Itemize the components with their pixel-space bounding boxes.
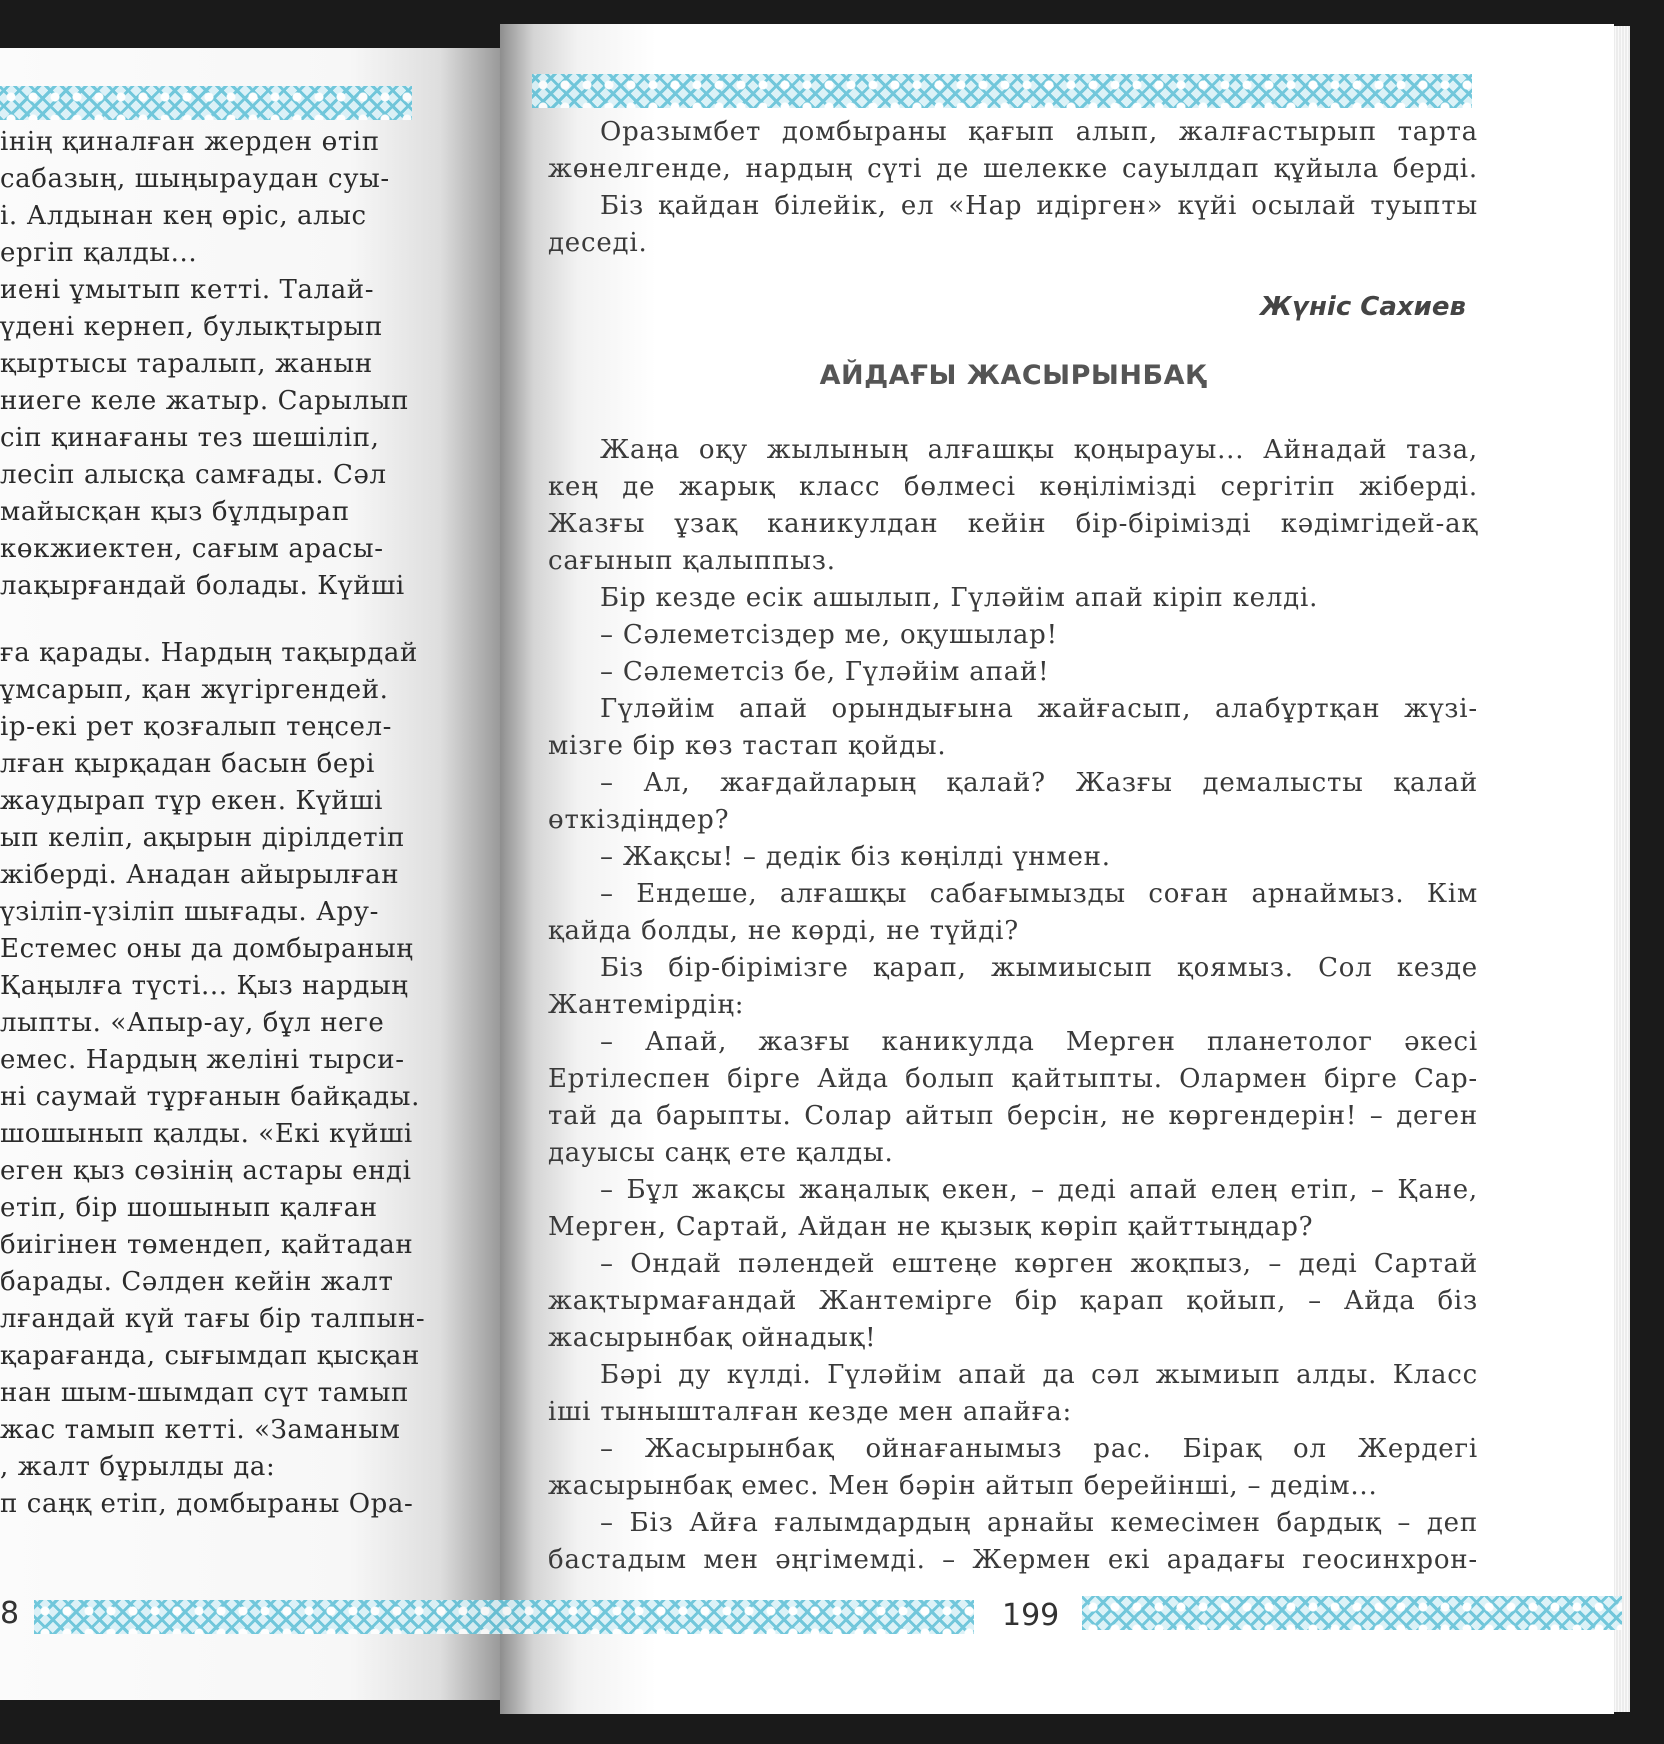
- left-line: ергіп қалды...: [0, 238, 198, 268]
- left-line: жіберді. Анадан айырылған: [0, 860, 400, 890]
- bottom-ornament-right: [1082, 1596, 1622, 1630]
- text-line: жасырынбақ ойнадық!: [548, 1323, 877, 1353]
- story-body: [548, 432, 1478, 1579]
- top-ornament-left: [0, 86, 412, 120]
- left-line: ір-екі рет қозғалып теңсел-: [0, 712, 393, 742]
- top-ornament-right: [532, 74, 1472, 108]
- text-line: жақтырмағандай Жантемірге бір қарап қойып, – Айда біз: [548, 1286, 1478, 1316]
- left-line: ұмсарып, қан жүгіргендей.: [0, 675, 389, 705]
- left-line: жас тамып кетті. «Заманым: [0, 1415, 401, 1445]
- text-line: тай да барыпты. Солар айтып берсін, не көргендерін! – деген: [548, 1101, 1478, 1131]
- text-line: – Сәлеметсіздер ме, оқушылар!: [600, 620, 1058, 650]
- text-line: Гүләйім апай орындығына жайғасып, алабұртқан жүзі-: [600, 694, 1478, 724]
- text-line: мізге бір көз тастап қойды.: [548, 731, 947, 761]
- left-line: ға қарады. Нардың тақырдай: [0, 638, 418, 668]
- text-line: Біз қайдан білейік, ел «Нар идірген» күйі осылай туыпты: [600, 191, 1478, 221]
- page-edge: [1614, 26, 1630, 1712]
- text-line: Жаңа оқу жылының алғашқы қоңырауы... Айнадай таза,: [600, 435, 1478, 465]
- left-line: ні саумай тұрғанын байқады.: [0, 1082, 420, 1112]
- left-line: көкжиектен, сағым арасы-: [0, 534, 384, 564]
- text-line: – Сәлеметсіз бе, Гүләйім апай!: [600, 657, 1050, 687]
- text-line: – Ал, жағдайларың қалай? Жазғы демалысты қалай: [600, 768, 1478, 798]
- text-line: Жантемірдің:: [548, 990, 745, 1020]
- left-line: еген қыз сөзінің астары енді: [0, 1156, 412, 1186]
- text-line: – Жасырынбақ ойнағанымыз рас. Бірақ ол Жердегі: [600, 1434, 1478, 1464]
- left-line: шошынып қалды. «Екі күйші: [0, 1119, 413, 1149]
- text-line: жөнелгенде, нардың сүті де шелекке сауылдап құйыла берді.: [548, 154, 1478, 184]
- left-line: і. Алдынан кең өріс, алыс: [0, 201, 367, 231]
- left-line: иені ұмытып кетті. Талай-: [0, 275, 375, 305]
- left-line: емес. Нардың желіні тырси-: [0, 1045, 405, 1075]
- text-line: Біз бір-бірімізге қарап, жымиысып қоямыз. Сол кезде: [600, 953, 1478, 983]
- text-line: Оразымбет домбыраны қағып алып, жалғастырып тарта: [600, 117, 1478, 147]
- left-line: Қаңылға түсті... Қыз нардың: [0, 971, 409, 1001]
- left-page-text: [0, 124, 440, 1523]
- text-line: Бәрі ду күлді. Гүләйім апай да сәл жымиып алды. Класс: [600, 1360, 1478, 1390]
- text-line: – Ендеше, алғашқы сабағымызды соған арнаймыз. Кім: [600, 879, 1478, 909]
- left-line: ып келіп, ақырын дірілдетіп: [0, 823, 405, 853]
- left-line: барады. Сәлден кейін жалт: [0, 1267, 394, 1297]
- left-line: лақырғандай болады. Күйші: [0, 571, 405, 601]
- left-line: лесіп алысқа самғады. Сәл: [0, 460, 387, 490]
- left-line: інің қиналған жерден өтіп: [0, 127, 380, 157]
- text-line: – Ондай пәлендей ештеңе көрген жоқпыз, – деді Сартай: [600, 1249, 1478, 1279]
- right-page-number: 199: [1002, 1598, 1060, 1633]
- text-line: жасырынбақ емес. Мен бәрін айтып берейінші, – дедім...: [548, 1471, 1378, 1501]
- text-line: – Апай, жазғы каникулда Мерген планетолог әкесі: [600, 1027, 1478, 1057]
- text-line: Ертілеспен бірге Айда болып қайтыпты. Олармен бірге Сар-: [548, 1064, 1478, 1094]
- left-line: п саңқ етіп, домбыраны Ора-: [0, 1489, 414, 1519]
- text-line: Бір кезде есік ашылып, Гүләйім апай кіріп келді.: [600, 583, 1319, 613]
- left-line: биігінен төмендеп, қайтадан: [0, 1230, 414, 1260]
- text-line: өткіздіңдер?: [548, 805, 730, 835]
- left-line: қарағанда, сығымдап қысқан: [0, 1341, 420, 1371]
- text-line: Мерген, Сартай, Айдан не қызық көріп қайттыңдар?: [548, 1212, 1314, 1242]
- left-line: нан шым-шымдап сүт тамып: [0, 1378, 409, 1408]
- left-line: лыпты. «Апыр-ау, бұл неге: [0, 1008, 385, 1038]
- text-line: қайда болды, не көрді, не түйді?: [548, 916, 1020, 946]
- text-line: кең де жарық класс бөлмесі көңілімізді сергітіп жіберді.: [548, 472, 1478, 502]
- text-line: – Бұл жақсы жаңалық екен, – деді апай елең етіп, – Қане,: [600, 1175, 1478, 1205]
- text-line: іші тынышталған кезде мен апайға:: [548, 1397, 1073, 1427]
- text-line: – Жақсы! – дедік біз көңілді үнмен.: [600, 842, 1111, 872]
- left-line: сабазың, шыңыраудан суы-: [0, 164, 390, 194]
- left-line: лған қырқадан басын бері: [0, 749, 376, 779]
- text-line: деседі.: [548, 228, 648, 258]
- text-line: бастадым мен әңгімемді. – Жермен екі арадағы геосинхрон-: [548, 1545, 1478, 1575]
- bottom-ornament-left: [34, 1600, 974, 1634]
- left-line: үзіліп-үзіліп шығады. Ару-: [0, 897, 379, 927]
- left-line: лғандай күй тағы бір талпын-: [0, 1304, 426, 1334]
- left-line: майысқан қыз бұлдырап: [0, 497, 350, 527]
- author-name: Жүніс Сахиев: [1260, 292, 1466, 322]
- left-line: етіп, бір шошынып қалған: [0, 1193, 378, 1223]
- left-line: , жалт бұрылды да:: [0, 1452, 276, 1482]
- left-line: сіп қинағаны тез шешіліп,: [0, 423, 380, 453]
- left-line: үдені кернеп, булықтырып: [0, 312, 383, 342]
- text-line: – Біз Айға ғалымдардың арнайы кемесімен бардық – деп: [600, 1508, 1478, 1538]
- text-line: сағынып қалыппыз.: [548, 546, 836, 576]
- left-line: ниеге келе жатыр. Сарылып: [0, 386, 410, 416]
- text-line: дауысы саңқ ете қалды.: [548, 1138, 894, 1168]
- paragraph-gap: [0, 605, 440, 635]
- text-line: Жазғы ұзақ каникулдан кейін бір-бірімізді кәдімгідей-ақ: [548, 509, 1478, 539]
- previous-story-ending: [548, 114, 1478, 262]
- left-line: қыртысы таралып, жанын: [0, 349, 373, 379]
- left-page-number: 8: [0, 1596, 20, 1631]
- story-title: АЙДАҒЫ ЖАСЫРЫНБАҚ: [819, 360, 1207, 391]
- left-line: жаудырап тұр екен. Күйші: [0, 786, 384, 816]
- left-line: Естемес оны да домбыраның: [0, 934, 414, 964]
